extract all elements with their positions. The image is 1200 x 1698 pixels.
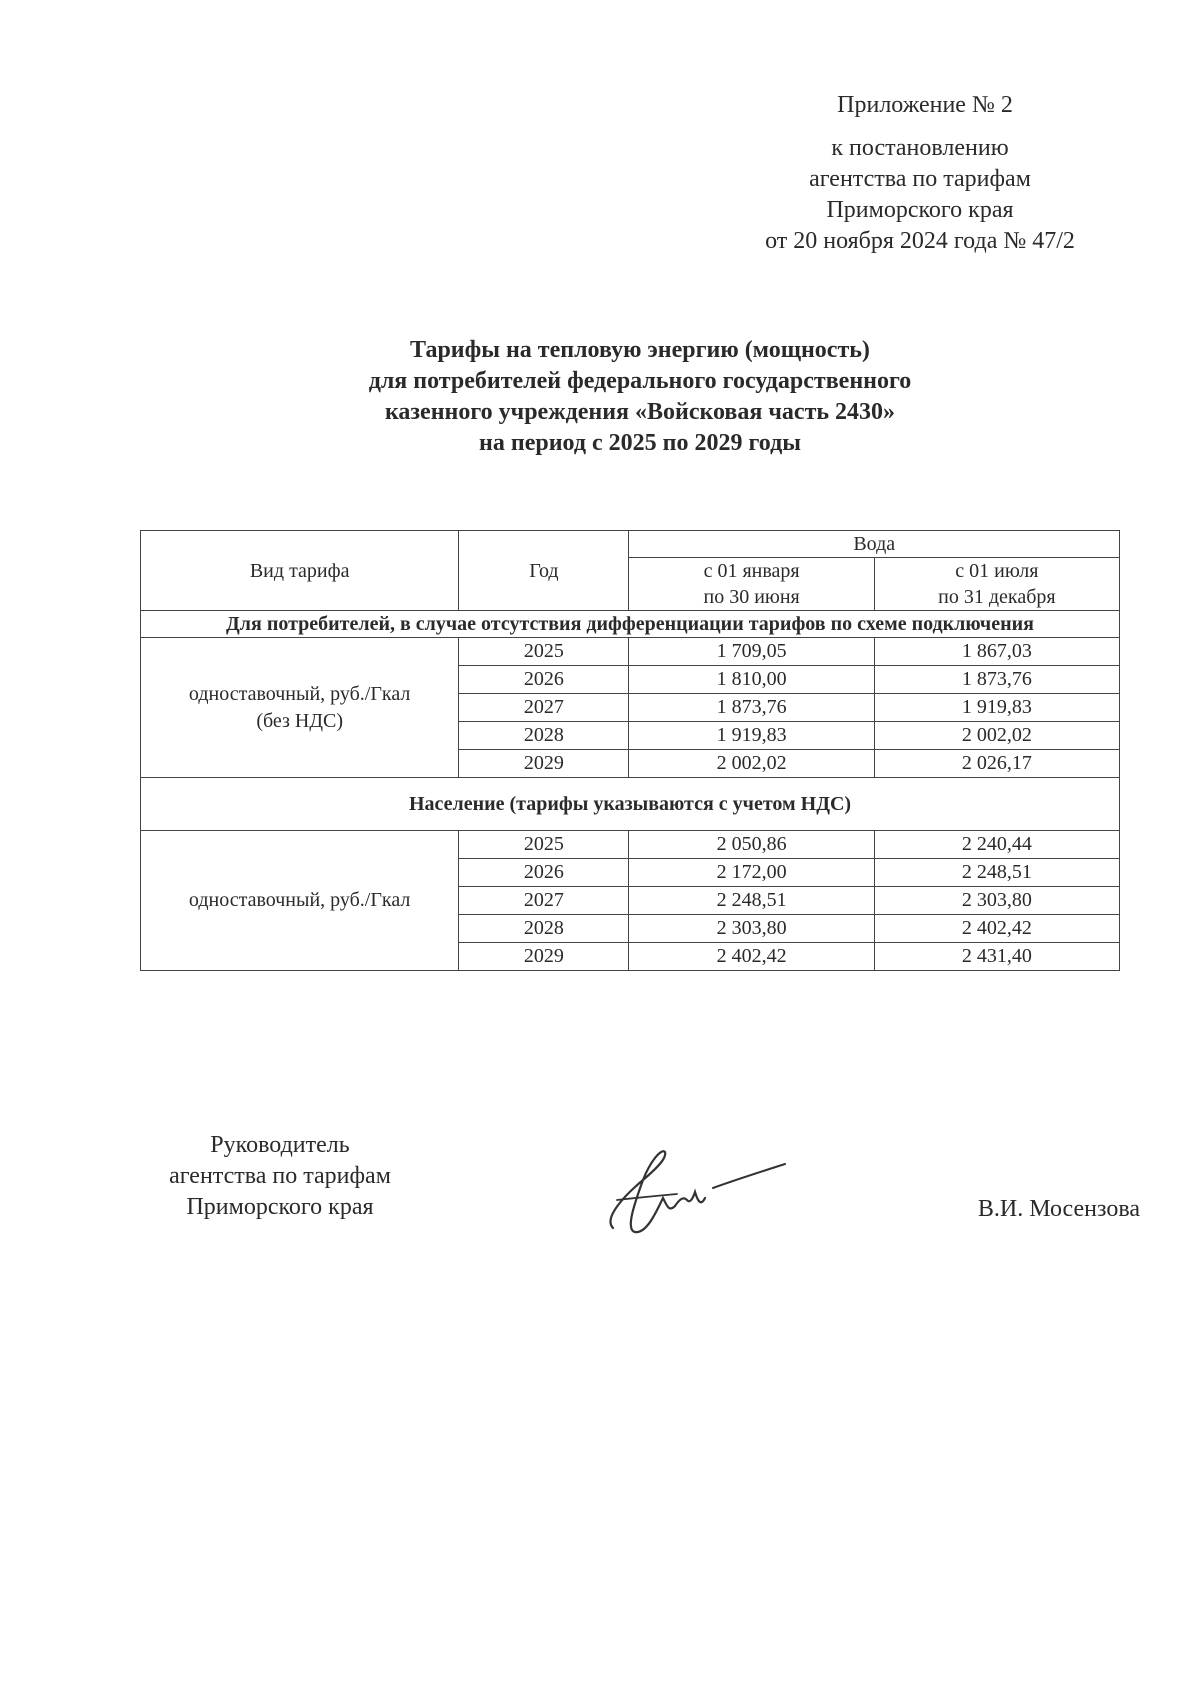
header-period-1-line: по 30 июня (703, 586, 800, 608)
title-line: для потребителей федерального государственного (368, 368, 912, 394)
year-cell: 2028 (459, 915, 629, 943)
tariff-value-period-2: 2 002,02 (874, 722, 1119, 750)
header-period-2-line: по 31 декабря (938, 586, 1056, 608)
tariff-value-period-2: 2 431,40 (874, 943, 1119, 971)
tariff-value-period-1: 1 709,05 (629, 638, 874, 666)
header-row (141, 531, 1120, 558)
year-cell: 2025 (459, 831, 629, 859)
table-row (141, 831, 1120, 859)
header-year: Год (459, 531, 629, 611)
tariff-value-period-2: 2 240,44 (874, 831, 1119, 859)
section-heading: Для потребителей, в случае отсутствия дифференциации тарифов по схеме подключения (141, 611, 1120, 638)
annex-line: агентства по тарифам (809, 166, 1031, 192)
header-period-2-line: с 01 июля (955, 560, 1039, 582)
position-line: Руководитель (210, 1132, 350, 1158)
document-title (140, 335, 1140, 459)
year-cell: 2026 (459, 666, 629, 694)
tariff-value-period-1: 2 002,02 (629, 750, 874, 778)
signatory-position (120, 1130, 440, 1223)
header-period-1 (629, 558, 874, 611)
year-cell: 2028 (459, 722, 629, 750)
tariff-label-cell (141, 638, 459, 778)
tariff-label-line: одноставочный, руб./Гкал (188, 889, 411, 911)
section-heading: Население (тарифы указываются с учетом НДС) (141, 778, 1120, 831)
section-heading-row (141, 611, 1120, 638)
header-water: Вода (629, 531, 1120, 558)
year-cell: 2027 (459, 694, 629, 722)
section-heading-row (141, 778, 1120, 831)
tariff-value-period-2: 2 248,51 (874, 859, 1119, 887)
tariff-value-period-2: 1 867,03 (874, 638, 1119, 666)
year-cell: 2025 (459, 638, 629, 666)
tariff-value-period-1: 2 303,80 (629, 915, 874, 943)
tariff-value-period-2: 1 919,83 (874, 694, 1119, 722)
tariff-value-period-1: 2 050,86 (629, 831, 874, 859)
tariff-table (140, 530, 1120, 971)
annex-number: Приложение № 2 (837, 92, 1013, 118)
title-line: на период с 2025 по 2029 годы (479, 430, 801, 456)
tariff-value-period-1: 2 402,42 (629, 943, 874, 971)
title-line: Тарифы на тепловую энергию (мощность) (410, 337, 870, 363)
header-period-1-line: с 01 января (703, 560, 800, 582)
tariff-label-line: одноставочный, руб./Гкал (188, 682, 411, 705)
tariff-value-period-1: 1 919,83 (629, 722, 874, 750)
tariff-value-period-1: 2 248,51 (629, 887, 874, 915)
position-line: агентства по тарифам (169, 1163, 391, 1189)
year-cell: 2027 (459, 887, 629, 915)
tariff-value-period-2: 2 303,80 (874, 887, 1119, 915)
tariff-value-period-1: 1 810,00 (629, 666, 874, 694)
position-line: Приморского края (186, 1194, 374, 1220)
title-line: казенного учреждения «Войсковая часть 2430» (384, 399, 896, 425)
tariff-value-period-1: 1 873,76 (629, 694, 874, 722)
year-cell: 2026 (459, 859, 629, 887)
annex-block (690, 90, 1150, 257)
annex-line: Приморского края (826, 197, 1014, 223)
tariff-value-period-2: 1 873,76 (874, 666, 1119, 694)
tariff-value-period-2: 2 026,17 (874, 750, 1119, 778)
header-period-2 (874, 558, 1119, 611)
year-cell: 2029 (459, 750, 629, 778)
tariff-label-line: (без НДС) (256, 709, 343, 732)
table-row (141, 638, 1120, 666)
header-tariff-type: Вид тарифа (141, 531, 459, 611)
annex-line: от 20 ноября 2024 года № 47/2 (765, 228, 1075, 254)
signatory-name: В.И. Мосензова (977, 1196, 1140, 1222)
tariff-value-period-2: 2 402,42 (874, 915, 1119, 943)
year-cell: 2029 (459, 943, 629, 971)
annex-line: к постановлению (831, 135, 1009, 161)
tariff-label-cell (141, 831, 459, 971)
tariff-value-period-1: 2 172,00 (629, 859, 874, 887)
handwritten-signature-icon (595, 1140, 795, 1250)
